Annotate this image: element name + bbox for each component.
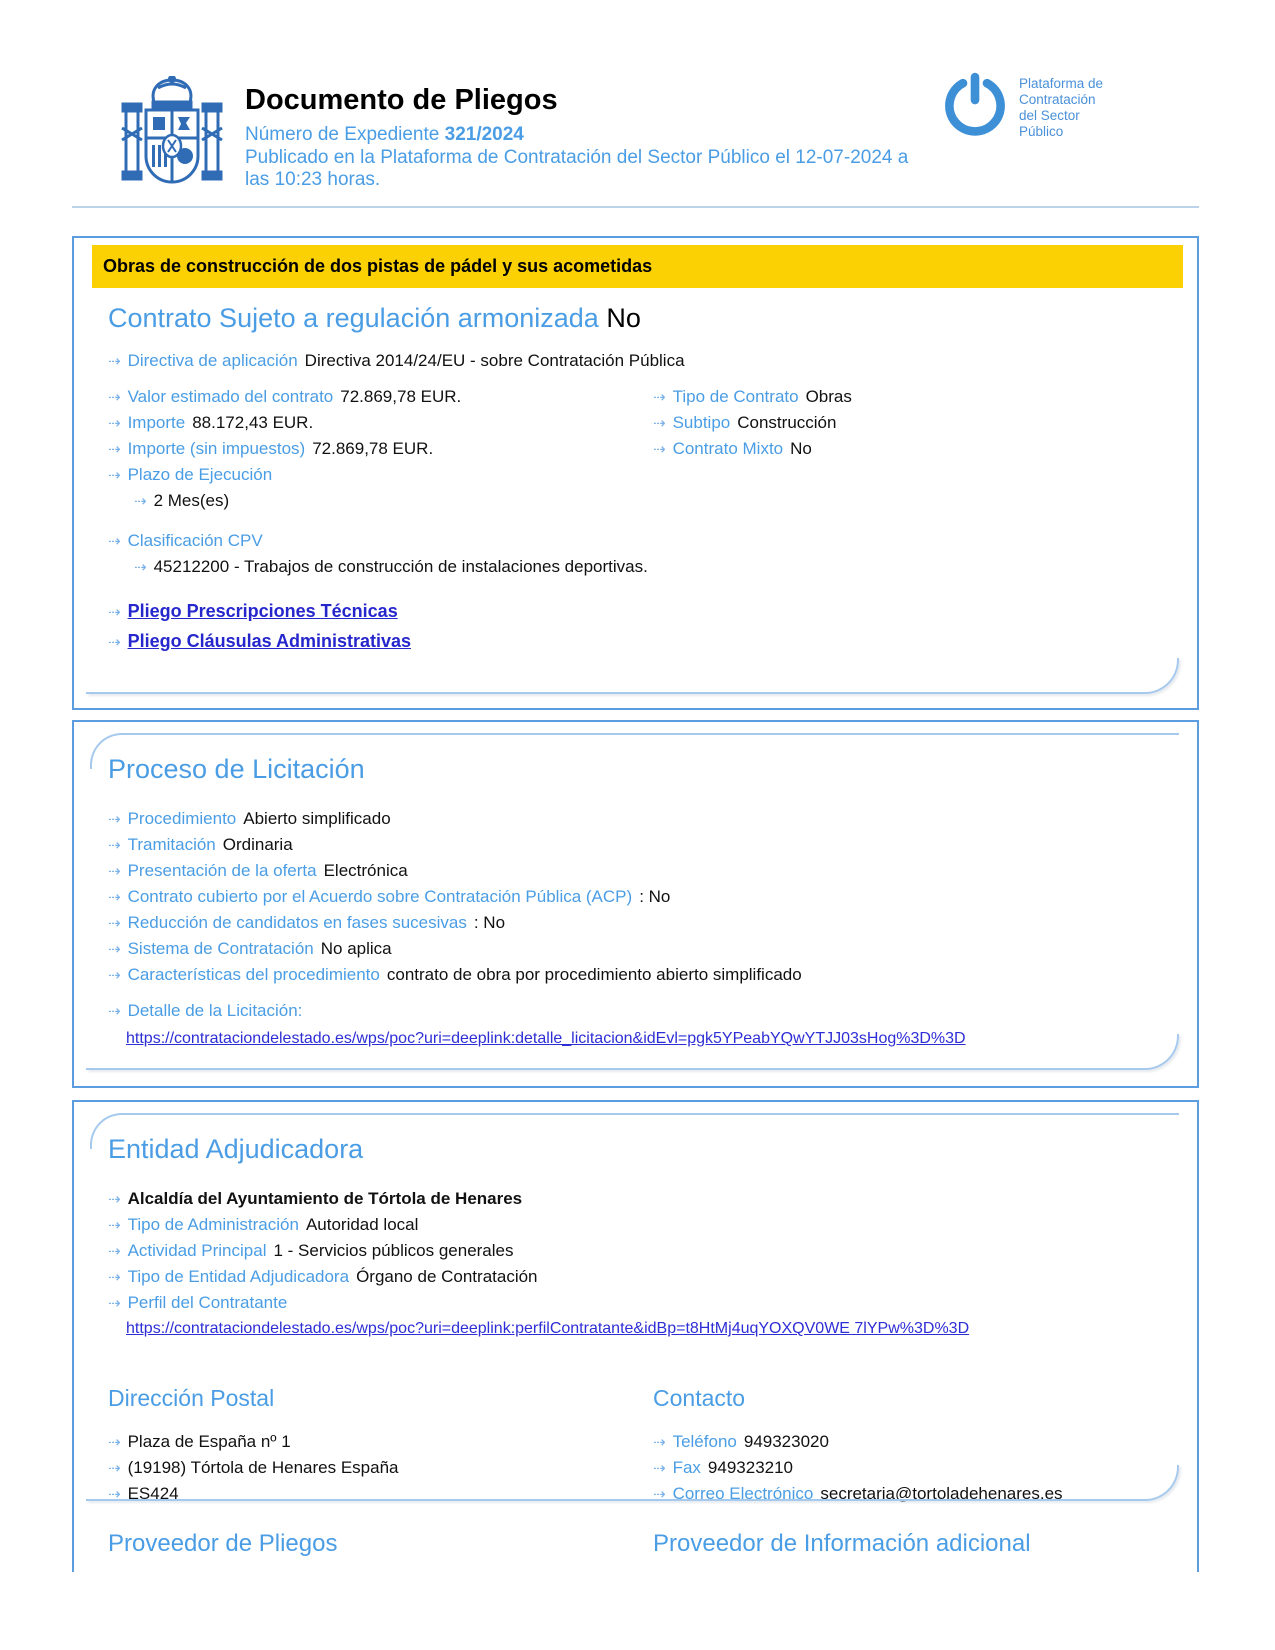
pliego-prescripciones-tecnicas-link[interactable]: Pliego Prescripciones Técnicas bbox=[127, 601, 398, 621]
dashed-arrow-icon bbox=[653, 387, 666, 407]
contract-left-column bbox=[108, 387, 653, 517]
pliego-clausulas-administrativas-link[interactable]: Pliego Cláusulas Administrativas bbox=[127, 631, 411, 651]
section-proceso-licitacion bbox=[72, 720, 1199, 1088]
field-label: Procedimiento bbox=[127, 809, 237, 828]
proveedor-headings bbox=[108, 1530, 1179, 1558]
platform-logo-text bbox=[1019, 76, 1103, 140]
field-value: Electrónica bbox=[323, 861, 408, 880]
field-label: Detalle de la Licitación: bbox=[127, 1001, 303, 1020]
dashed-arrow-icon bbox=[108, 835, 121, 855]
field-row-detalle bbox=[108, 1001, 1179, 1021]
dashed-arrow-icon bbox=[108, 809, 121, 829]
dashed-arrow-icon bbox=[108, 602, 121, 622]
dashed-arrow-icon bbox=[108, 965, 121, 985]
field-row-reduccion bbox=[108, 913, 1179, 933]
field-value: 949323020 bbox=[743, 1432, 829, 1451]
dashed-arrow-icon bbox=[108, 351, 121, 371]
dashed-arrow-icon bbox=[653, 413, 666, 433]
pliego-links bbox=[108, 601, 1179, 652]
field-label: Contrato cubierto por el Acuerdo sobre Contratación Pública (ACP) bbox=[127, 887, 633, 906]
address-nuts-code: ES424 bbox=[127, 1484, 179, 1503]
field-row-plazo-value bbox=[108, 491, 653, 511]
header-divider bbox=[72, 206, 1199, 208]
field-label: Clasificación CPV bbox=[127, 531, 263, 550]
field-value: 949323210 bbox=[707, 1458, 794, 1477]
field-row-acp bbox=[108, 887, 1179, 907]
field-label: Plazo de Ejecución bbox=[127, 465, 273, 484]
address-street: Plaza de España nº 1 bbox=[127, 1432, 291, 1451]
field-row-presentacion bbox=[108, 861, 1179, 881]
field-row-subtipo bbox=[653, 413, 1179, 433]
spain-coat-of-arms-icon bbox=[120, 76, 224, 197]
field-value: No aplica bbox=[320, 939, 392, 958]
field-row-tipo-contrato bbox=[653, 387, 1179, 407]
logo-line: Público bbox=[1019, 124, 1064, 139]
dashed-arrow-icon bbox=[108, 1293, 121, 1313]
field-row-actividad bbox=[108, 1241, 1179, 1261]
field-value: 45212200 - Trabajos de construcción de instalaciones deportivas. bbox=[153, 557, 648, 576]
field-row-valor-estimado bbox=[108, 387, 653, 407]
field-row-cpv bbox=[108, 531, 1179, 551]
expediente-line bbox=[245, 124, 524, 146]
dashed-arrow-icon bbox=[108, 1189, 121, 1209]
sheet-corner-decoration bbox=[90, 1113, 1179, 1149]
field-label: Contrato Mixto bbox=[672, 439, 784, 458]
field-row-perfil bbox=[108, 1293, 1179, 1313]
sheet-corner-decoration bbox=[90, 733, 1179, 769]
pliego-administrativas-row bbox=[108, 631, 1179, 652]
address-city: (19198) Tórtola de Henares España bbox=[127, 1458, 399, 1477]
field-label: Perfil del Contratante bbox=[127, 1293, 288, 1312]
field-row-tipo-administracion bbox=[108, 1215, 1179, 1235]
field-label: Actividad Principal bbox=[127, 1241, 267, 1260]
contact-row-telefono bbox=[653, 1432, 1179, 1452]
detalle-licitacion-link[interactable]: https://contrataciondelestado.es/wps/poc?uri=deeplink:detalle_licitacion&idEvl=pgk5YPeabYQwYTJJ03sHog%3D%3D bbox=[126, 1030, 966, 1047]
field-value: 72.869,78 EUR. bbox=[312, 439, 434, 458]
field-row-tramitacion bbox=[108, 835, 1179, 855]
perfil-url-row bbox=[108, 1319, 1179, 1339]
entity-name: Alcaldía del Ayuntamiento de Tórtola de Henares bbox=[127, 1189, 523, 1208]
field-row-plazo bbox=[108, 465, 653, 485]
field-row-contrato-mixto bbox=[653, 439, 1179, 459]
field-row-cpv-value bbox=[108, 557, 1179, 577]
field-row-importe-sin-impuestos bbox=[108, 439, 653, 459]
contract-columns bbox=[108, 387, 1179, 517]
field-label: Presentación de la oferta bbox=[127, 861, 317, 880]
field-row-sistema bbox=[108, 939, 1179, 959]
expediente-label: Número de Expediente bbox=[245, 124, 445, 145]
dashed-arrow-icon bbox=[134, 491, 147, 511]
dashed-arrow-icon bbox=[134, 557, 147, 577]
field-label: Teléfono bbox=[672, 1432, 737, 1451]
field-row-tipo-entidad bbox=[108, 1267, 1179, 1287]
field-value: 72.869,78 EUR. bbox=[340, 387, 462, 406]
address-row-street bbox=[108, 1432, 653, 1452]
direccion-postal-heading: Dirección Postal bbox=[108, 1385, 275, 1411]
dashed-arrow-icon bbox=[108, 1215, 121, 1235]
field-label: Valor estimado del contrato bbox=[127, 387, 334, 406]
field-label: Subtipo bbox=[672, 413, 731, 432]
field-label: Tipo de Entidad Adjudicadora bbox=[127, 1267, 350, 1286]
field-label: Correo Electrónico bbox=[672, 1484, 814, 1503]
field-label: Reducción de candidatos en fases sucesivas bbox=[127, 913, 467, 932]
field-value: contrato de obra por procedimiento abierto simplificado bbox=[386, 965, 802, 984]
cpv-block bbox=[108, 531, 1179, 577]
dashed-arrow-icon bbox=[108, 465, 121, 485]
published-line: Publicado en la Plataforma de Contratación del Sector Público el 12-07-2024 a las 10:23 horas. bbox=[245, 147, 909, 190]
section-heading-regulacion bbox=[74, 303, 1197, 334]
dashed-arrow-icon bbox=[108, 531, 121, 551]
field-value: : No bbox=[473, 913, 506, 932]
field-label: Características del procedimiento bbox=[127, 965, 380, 984]
email-value: secretaria@tortoladehenares.es bbox=[820, 1484, 1063, 1503]
proveedor-pliegos-heading: Proveedor de Pliegos bbox=[108, 1530, 338, 1557]
section-heading-proceso: Proceso de Licitación bbox=[108, 754, 365, 784]
field-value: 2 Mes(es) bbox=[153, 491, 230, 510]
contract-title-banner: Obras de construcción de dos pistas de pádel y sus acometidas bbox=[92, 245, 1183, 288]
field-row-directiva bbox=[108, 351, 1179, 371]
logo-line: del Sector bbox=[1019, 108, 1080, 123]
dashed-arrow-icon bbox=[653, 439, 666, 459]
logo-line: Plataforma de bbox=[1019, 76, 1104, 91]
field-value: Ordinaria bbox=[222, 835, 293, 854]
dashed-arrow-icon bbox=[108, 939, 121, 959]
section-entidad-adjudicadora bbox=[72, 1100, 1199, 1572]
expediente-number: 321/2024 bbox=[444, 124, 524, 145]
field-value: Construcción bbox=[737, 413, 837, 432]
perfil-contratante-link[interactable]: https://contrataciondelestado.es/wps/poc?uri=deeplink:perfilContratante&idBp=t8HtMj4uqYOXQV0WE 7lYPw%3D%3D bbox=[126, 1320, 970, 1337]
power-icon bbox=[943, 72, 1007, 136]
field-row-entity-name bbox=[108, 1189, 1179, 1209]
field-value: Obras bbox=[805, 387, 852, 406]
sheet-corner-decoration bbox=[86, 658, 1179, 694]
dashed-arrow-icon bbox=[108, 887, 121, 907]
field-label: Sistema de Contratación bbox=[127, 939, 314, 958]
contacto-heading: Contacto bbox=[653, 1385, 746, 1411]
dashed-arrow-icon bbox=[108, 632, 121, 652]
proveedor-info-adicional-heading: Proveedor de Información adicional bbox=[653, 1530, 1031, 1557]
logo-line: Contratación bbox=[1019, 92, 1096, 107]
platform-logo bbox=[943, 72, 1103, 140]
field-label: Tipo de Administración bbox=[127, 1215, 299, 1234]
section-contract bbox=[72, 236, 1199, 710]
field-value: Autoridad local bbox=[305, 1215, 419, 1234]
dashed-arrow-icon bbox=[108, 913, 121, 933]
field-label: Directiva de aplicación bbox=[127, 351, 298, 370]
sheet-corner-decoration bbox=[86, 1034, 1179, 1070]
dashed-arrow-icon bbox=[108, 1001, 121, 1021]
sheet-corner-decoration bbox=[86, 1465, 1179, 1501]
heading-label: Contrato Sujeto a regulación armonizada bbox=[108, 303, 599, 333]
field-value: : No bbox=[639, 887, 671, 906]
field-value: Órgano de Contratación bbox=[356, 1267, 538, 1286]
dashed-arrow-icon bbox=[108, 861, 121, 881]
section-heading-entidad: Entidad Adjudicadora bbox=[108, 1134, 364, 1164]
field-row-procedimiento bbox=[108, 809, 1179, 829]
dashed-arrow-icon bbox=[108, 387, 121, 407]
field-value: 88.172,43 EUR. bbox=[192, 413, 314, 432]
dashed-arrow-icon bbox=[108, 1432, 121, 1452]
field-label: Importe (sin impuestos) bbox=[127, 439, 306, 458]
field-label: Importe bbox=[127, 413, 186, 432]
field-label: Tipo de Contrato bbox=[672, 387, 799, 406]
field-value: Abierto simplificado bbox=[243, 809, 391, 828]
field-value: 1 - Servicios públicos generales bbox=[273, 1241, 514, 1260]
dashed-arrow-icon bbox=[108, 1241, 121, 1261]
dashed-arrow-icon bbox=[108, 439, 121, 459]
pliego-tecnicas-row bbox=[108, 601, 1179, 622]
dashed-arrow-icon bbox=[653, 1432, 666, 1452]
field-value: No bbox=[790, 439, 812, 458]
field-value: Directiva 2014/24/EU - sobre Contratación Pública bbox=[304, 351, 685, 370]
dashed-arrow-icon bbox=[108, 413, 121, 433]
field-row-caracteristicas bbox=[108, 965, 1179, 985]
heading-value: No bbox=[606, 303, 641, 333]
field-label: Fax bbox=[672, 1458, 701, 1477]
dashed-arrow-icon bbox=[108, 1267, 121, 1287]
contract-right-column bbox=[653, 387, 1179, 465]
field-label: Tramitación bbox=[127, 835, 216, 854]
field-row-importe bbox=[108, 413, 653, 433]
page-title: Documento de Pliegos bbox=[245, 84, 558, 116]
